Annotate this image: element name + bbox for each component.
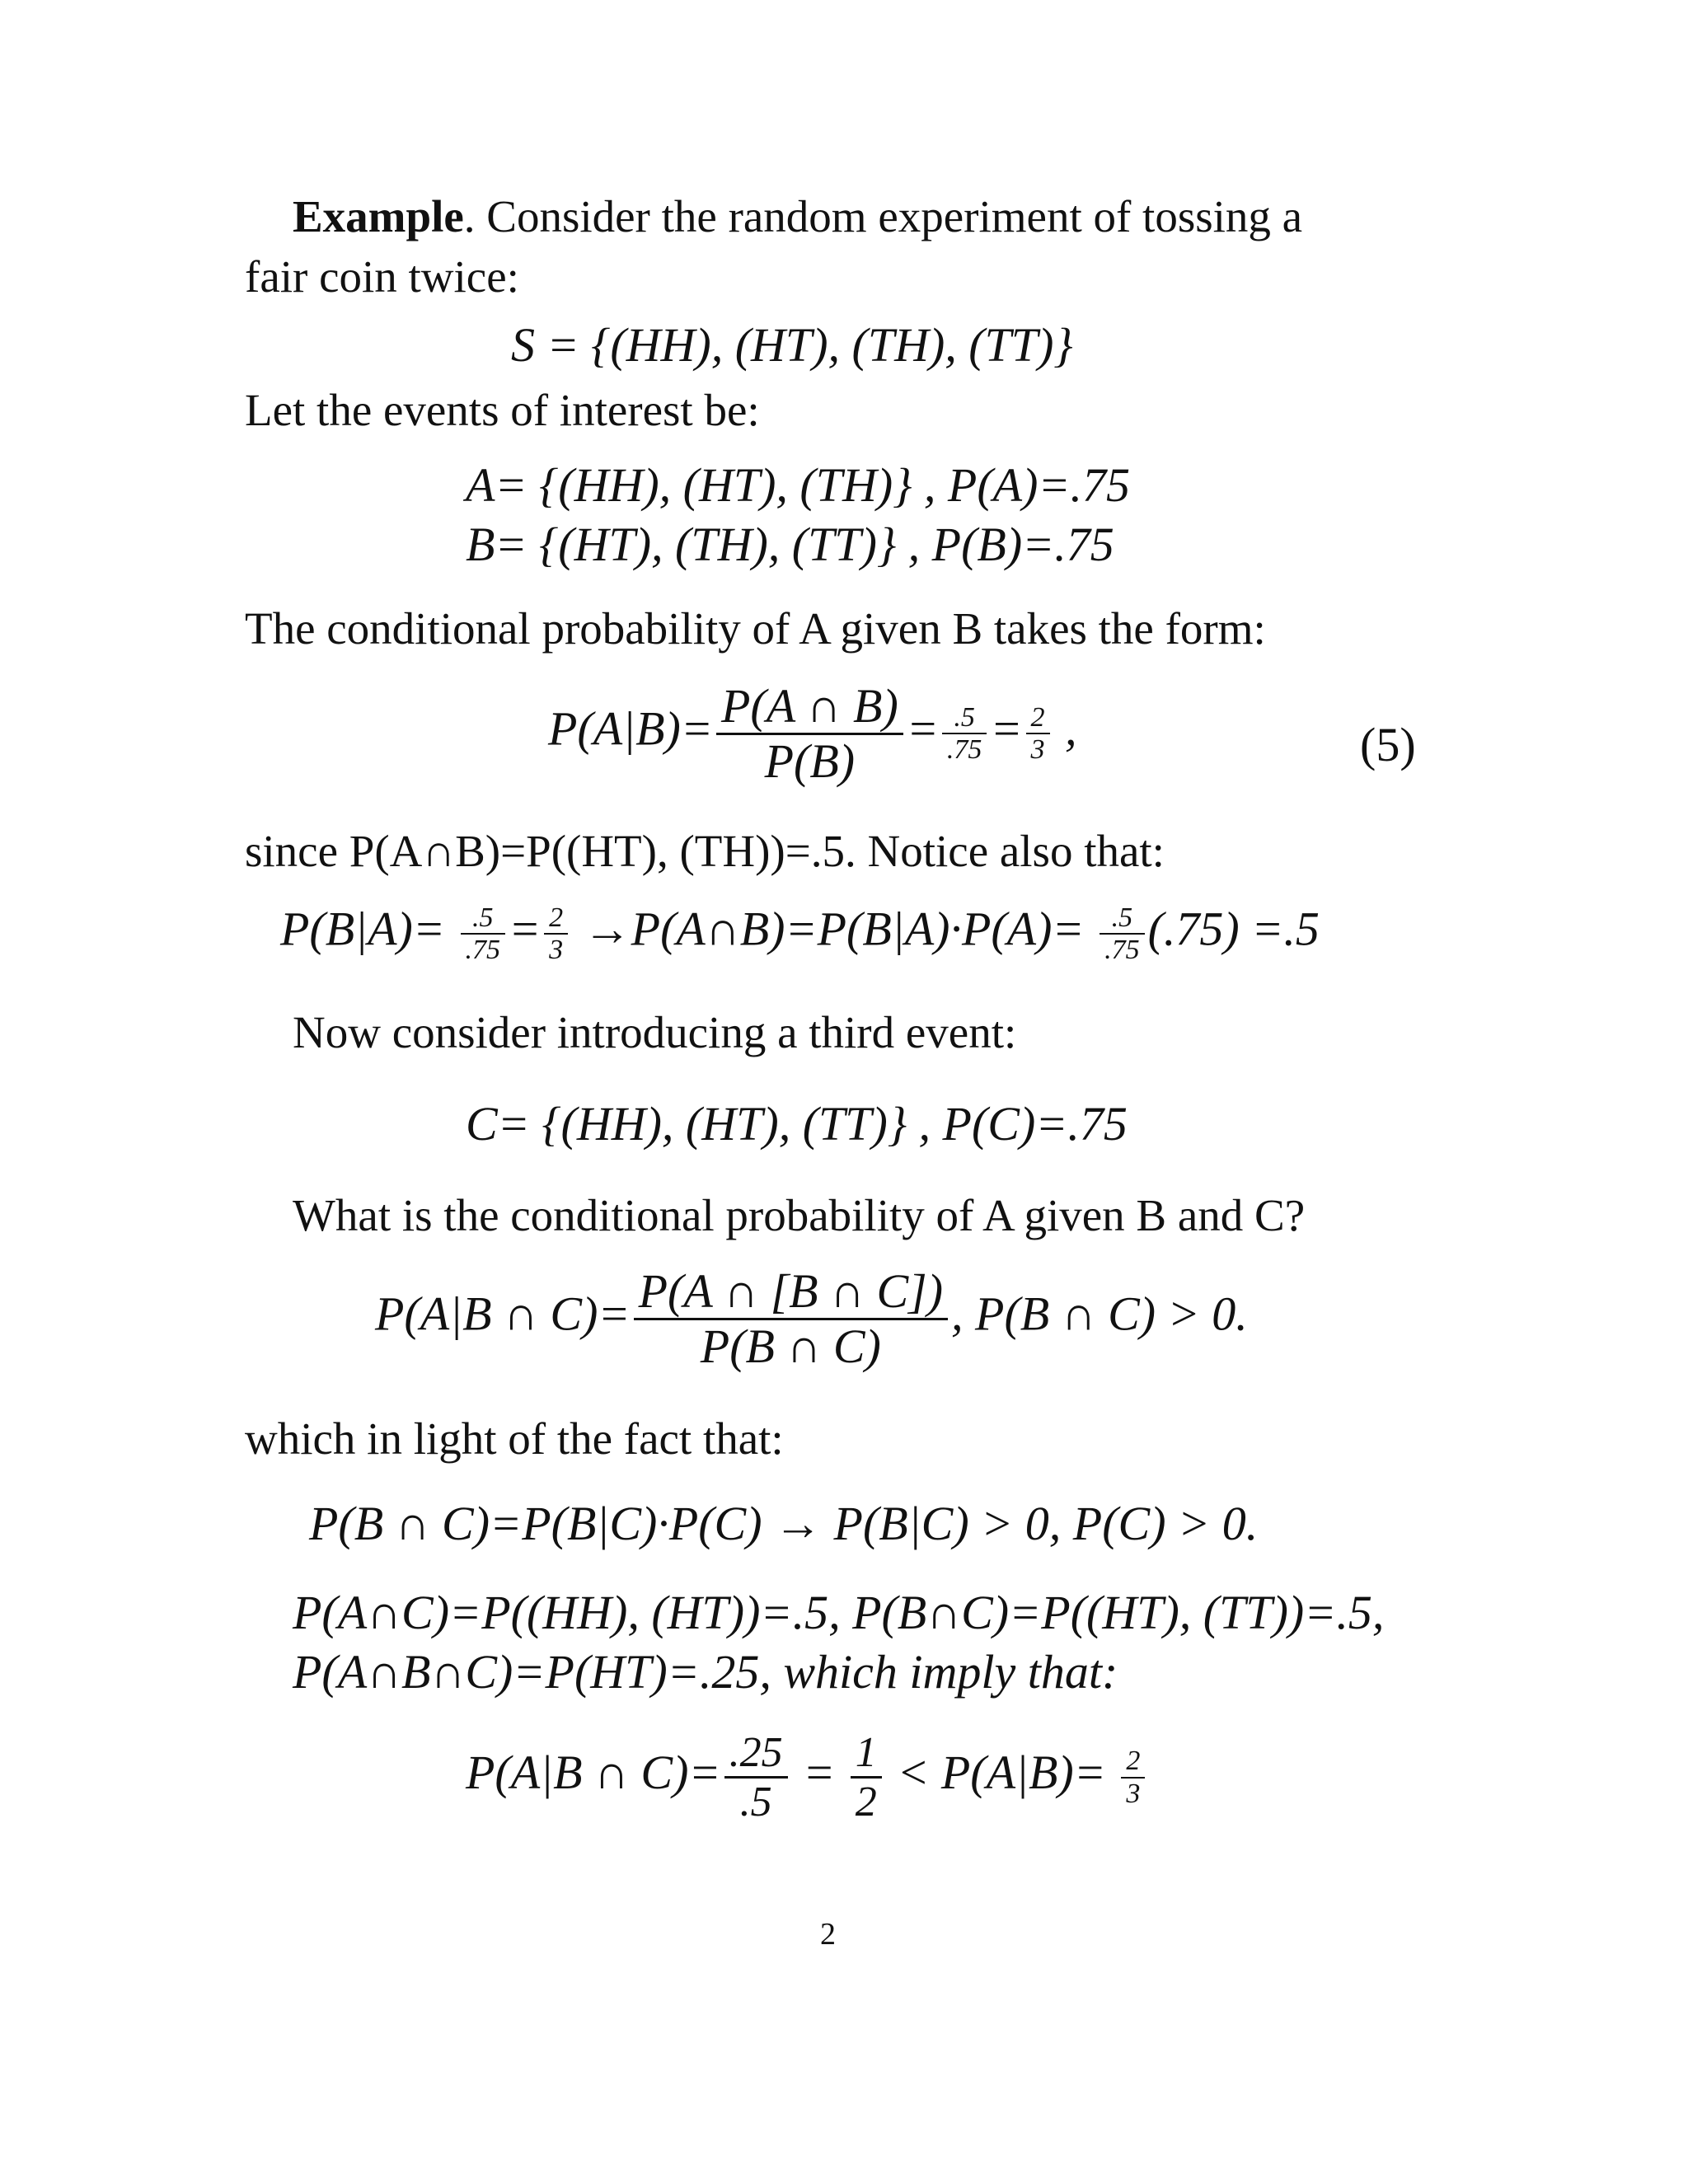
example-paragraph-line-1: Example. Consider the random experiment of tossing a xyxy=(293,191,1303,241)
equation-5: P(A|B)= $\frac{P(A \cap B)}{P(B)}$ = $\frac{.5}{.75}$ = $\frac{2}{3}$ , xyxy=(548,679,1077,788)
fraction-a-and-b-over-b: $\frac{P(A \cap B)}{P(B)}$ xyxy=(716,680,903,788)
third-event-intro: Now consider introducing a third event: xyxy=(293,1007,1017,1057)
fraction-2-over-3: $\frac{2}{3}$ xyxy=(544,902,568,966)
event-c-definition: C= {(HH), (HT), (TT)} , P(C)=.75 xyxy=(466,1097,1128,1151)
example-heading: Example xyxy=(293,191,464,241)
fraction-05-over-075: $\frac{.5}{.75}$ xyxy=(461,902,506,966)
calculation-line-2: P(A∩B∩C)=P(HT)=.25, which imply that: xyxy=(293,1645,1118,1699)
fraction-025-over-05: $\frac{.25}{.5}$ xyxy=(724,1729,788,1825)
page-number: 2 xyxy=(820,1917,836,1952)
calculation-line-1: P(A∩C)=P((HH), (HT))=.5, P(B∩C)=P((HT), (TT))=.5, xyxy=(293,1586,1385,1639)
fraction-05-over-075: $\frac{.5}{.75}$ xyxy=(1100,902,1145,966)
fraction-2-over-3: $\frac{2}{3}$ xyxy=(1121,1746,1145,1809)
since-line: since P(A∩B)=P((HT), (TH))=.5. Notice also that: xyxy=(245,826,1165,876)
sample-space-equation: S = {(HH), (HT), (TH), (TT)} xyxy=(511,318,1073,372)
conditional-b-given-a-equation: P(B|A)= $\frac{.5}{.75}$ = $\frac{2}{3}$ →P(A∩B)=P(B|A)·P(A)= $\frac{.5}{.75}$ (.75) =.5 xyxy=(280,902,1320,966)
fraction-05-over-075: $\frac{.5}{.75}$ xyxy=(942,702,987,766)
conditional-a-given-b-and-c-definition: P(A|B ∩ C)= $\frac{P(A \cap [B \cap C])}{P(B \cap C)}$ , P(B ∩ C) > 0. xyxy=(375,1264,1248,1373)
equation-number: (5) xyxy=(1360,718,1416,771)
fraction-2-over-3: $\frac{2}{3}$ xyxy=(1026,702,1050,766)
events-intro-text: Let the events of interest be: xyxy=(245,385,760,435)
event-a-definition: A= {(HH), (HT), (TH)} , P(A)=.75 xyxy=(466,458,1131,512)
conditional-intro-text: The conditional probability of A given B takes the form: xyxy=(245,603,1266,654)
question-text: What is the conditional probability of A given B and C? xyxy=(293,1190,1306,1240)
fact-equation: P(B ∩ C)=P(B|C)·P(C) → P(B|C) > 0, P(C) > 0. xyxy=(309,1497,1259,1550)
example-paragraph-line-2: fair coin twice: xyxy=(245,251,519,302)
event-b-definition: B= {(HT), (TH), (TT)} , P(B)=.75 xyxy=(466,518,1114,571)
final-result-equation: P(A|B ∩ C)= $\frac{.25}{.5}$ = $\frac{1}{2}$ < P(A|B)= $\frac{2}{3}$ xyxy=(466,1729,1148,1825)
fraction-1-over-2: $\frac{1}{2}$ xyxy=(851,1729,882,1825)
fraction-a-b-c-over-b-c: $\frac{P(A \cap [B \cap C])}{P(B \cap C)}$ xyxy=(634,1265,948,1373)
which-in-light-text: which in light of the fact that: xyxy=(245,1413,784,1464)
